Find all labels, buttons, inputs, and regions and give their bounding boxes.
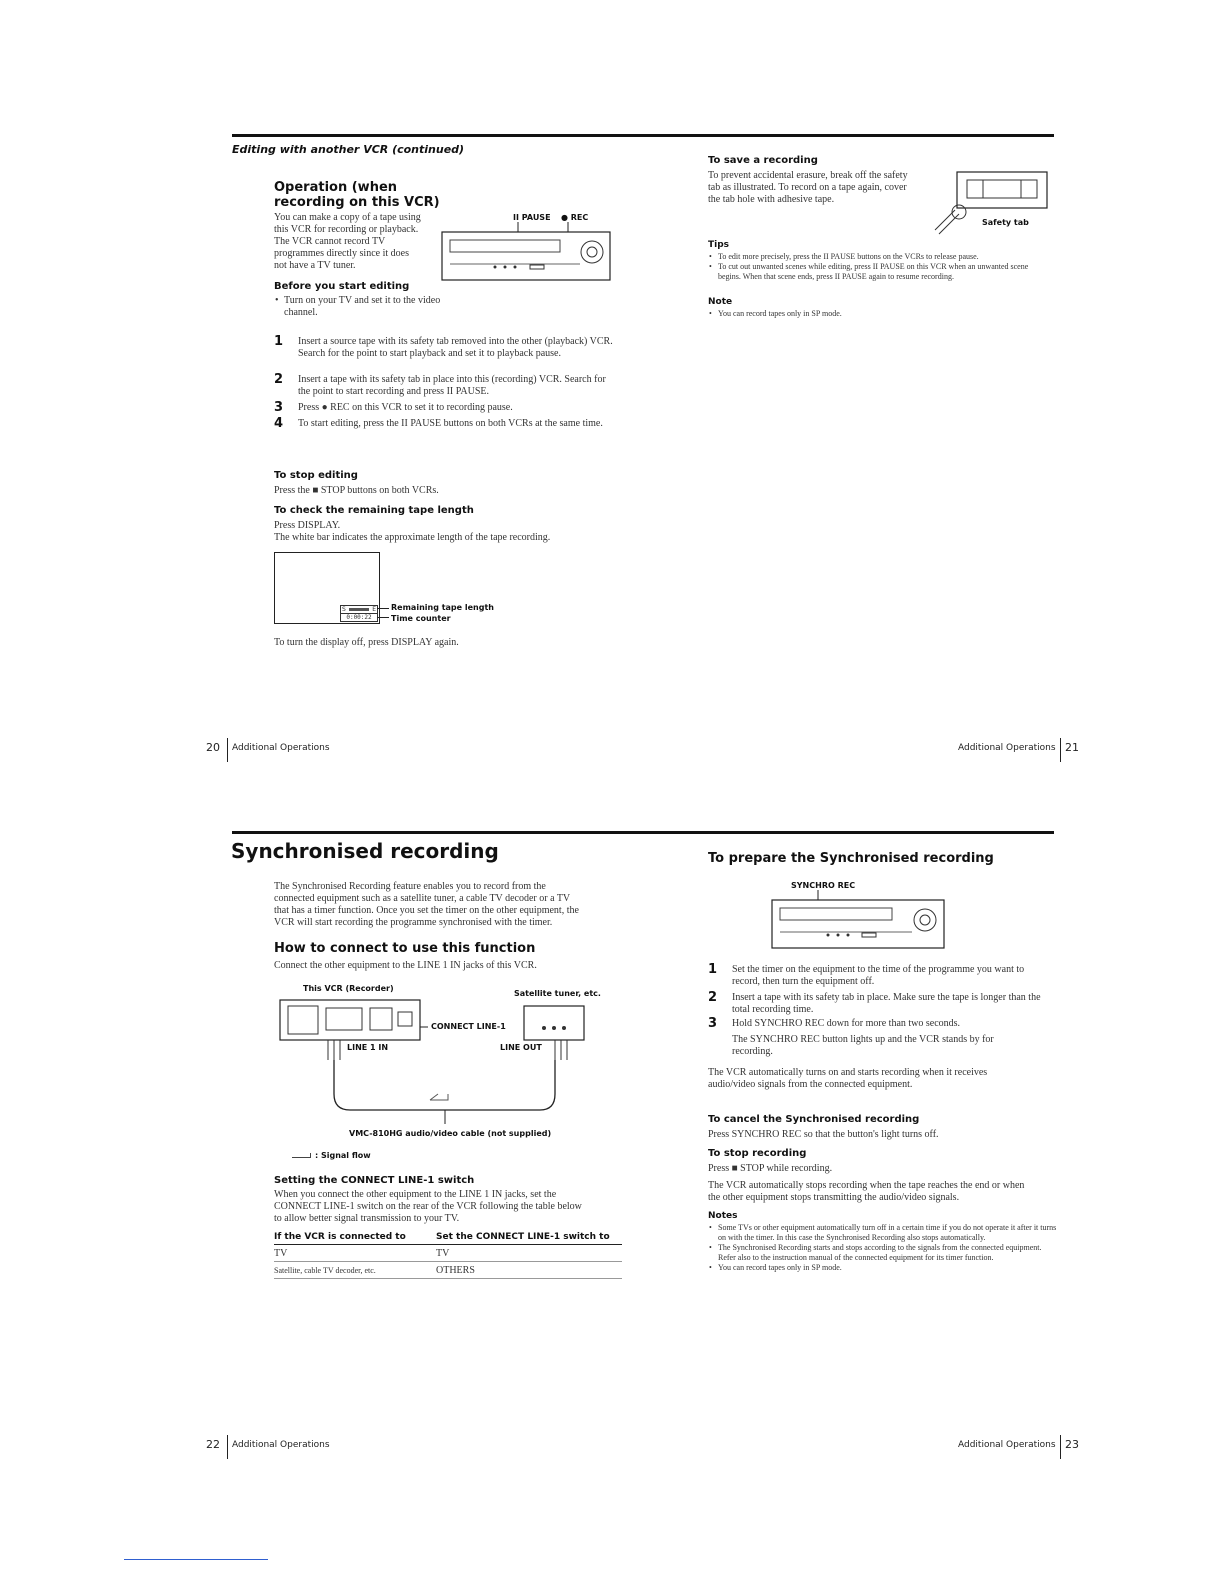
setting-text: When you connect the other equipment to the LINE 1 IN jacks, set the CONNECT LINE-1 switch on the rear of the VCR following the table below to allow better signal transmission to your TV. [274, 1189, 582, 1224]
auto-record-text: The VCR automatically turns on and starts recording when it receives audio/video signals from the connected equipment. [708, 1067, 988, 1090]
before-heading: Before you start editing [274, 281, 410, 292]
footer-bar-right [1060, 738, 1061, 762]
footer-bar-left [227, 738, 228, 762]
list-item: • To edit more precisely, press the II PAUSE buttons on the VCRs to release pause. [718, 252, 1053, 262]
page-number-23: 23 [1065, 1438, 1079, 1451]
footer-bar-left [227, 1435, 228, 1459]
step-number: 2 [708, 990, 718, 1005]
page-title: Synchronised recording [231, 839, 499, 863]
save-heading: To save a recording [708, 155, 818, 166]
step-text: Insert a source tape with its safety tab removed into the other (playback) VCR. Search for the point to start playback and set it to playback pause. [298, 336, 613, 359]
line-in-label: LINE 1 IN [347, 1043, 389, 1052]
notes-heading: Notes [708, 1211, 738, 1221]
step-number: 3 [708, 1016, 718, 1031]
stop-editing-heading: To stop editing [274, 470, 358, 481]
connect-line1-label: CONNECT LINE-1 [431, 1022, 506, 1031]
bottom-blue-line [124, 1559, 268, 1560]
table-row [274, 1262, 622, 1279]
step-3 [708, 1018, 1053, 1034]
rec-label: ● REC [561, 213, 589, 222]
signal-flow-label: : Signal flow [315, 1151, 371, 1160]
column-header: Set the CONNECT LINE-1 switch to [436, 1230, 622, 1245]
time-counter: 0:00:22 [340, 613, 378, 622]
step-number: 2 [274, 372, 284, 387]
connect-heading: How to connect to use this function [274, 941, 536, 956]
line-out-label: LINE OUT [500, 1043, 542, 1052]
page-number-22: 22 [206, 1438, 220, 1451]
operation-intro: You can make a copy of a tape using this VCR for recording or playback. The VCR cannot record TV programmes directly since it does not have a TV tuner. [274, 212, 421, 271]
step-text: Hold SYNCHRO REC down for more than two seconds. [732, 1018, 961, 1029]
bottom-header-rule [232, 831, 1054, 834]
list-item: • You can record tapes only in SP mode. [718, 309, 1053, 319]
cancel-text: Press SYNCHRO REC so that the button's light turns off. [708, 1129, 939, 1140]
this-vcr-label: This VCR (Recorder) [303, 984, 394, 993]
list-item: • Some TVs or other equipment automatically turn off in a certain time if you do not operate it after it turns on with the timer. In this case the Synchronised Recording also stops automatically. [718, 1223, 1058, 1243]
step-number: 1 [708, 962, 718, 977]
table-cell: TV [274, 1245, 436, 1262]
page-number-21: 21 [1065, 741, 1079, 754]
tips-list [708, 252, 1053, 282]
remaining-label: Remaining tape length [391, 603, 494, 612]
footer-right-text: Additional Operations [958, 743, 1056, 753]
table-cell: Satellite, cable TV decoder, etc. [274, 1262, 436, 1279]
check-tape-text: Press DISPLAY. The white bar indicates the approximate length of the tape recording. [274, 520, 551, 543]
step-1 [274, 336, 614, 374]
sync-intro: The Synchronised Recording feature enables you to record from the connected equipment such as a satellite tuner, a cable TV decoder or a TV that has a timer function. Once you set the timer on the other equipment, the VCR will start recording the programme synchronised with the timer. [274, 881, 579, 928]
tips-heading: Tips [708, 240, 730, 250]
stop-editing-text: Press the ■ STOP buttons on both VCRs. [274, 485, 439, 496]
step-3-detail: The SYNCHRO REC button lights up and the VCR stands by for recording. [732, 1034, 994, 1057]
table-cell: TV [436, 1245, 622, 1262]
cable-label: VMC-810HG audio/video cable (not supplied) [349, 1129, 552, 1138]
remaining-pointer [377, 608, 389, 609]
counter-pointer [377, 617, 389, 618]
table-header-row [274, 1230, 622, 1245]
note-heading: Note [708, 297, 733, 307]
page-number-20: 20 [206, 741, 220, 754]
step-4 [274, 418, 614, 444]
step-2 [708, 992, 1053, 1018]
synchro-rec-label: SYNCHRO REC [791, 881, 856, 890]
stop-auto-text: The VCR automatically stops recording when the tape reaches the end or when the other equipment stops transmitting the audio/video signals. [708, 1180, 1025, 1203]
connect-switch-table [274, 1230, 622, 1279]
list-item: • The Synchronised Recording starts and stops according to the signals from the connected equipment. Refer also to the instruction manual of the connected equipment for its timer function. [718, 1243, 1058, 1263]
stop-recording-heading: To stop recording [708, 1148, 807, 1159]
step-text: To start editing, press the II PAUSE buttons on both VCRs at the same time. [298, 418, 603, 429]
cancel-heading: To cancel the Synchronised recording [708, 1114, 920, 1125]
before-list [274, 295, 444, 319]
step-text: Press ● REC on this VCR to set it to recording pause. [298, 402, 513, 413]
step-1 [708, 964, 1053, 992]
step-2 [274, 374, 614, 402]
notes-list [708, 1223, 1058, 1273]
footer-left-text: Additional Operations [232, 1440, 330, 1450]
step-number: 1 [274, 334, 284, 349]
top-steps [274, 336, 614, 444]
save-text: To prevent accidental erasure, break off the safety tab as illustrated. To record on a tape again, cover the tab hole with adhesive tape. [708, 170, 908, 205]
satellite-label: Satellite tuner, etc. [514, 989, 601, 998]
table-cell: OTHERS [436, 1262, 622, 1279]
vcr-synchro-illustration [770, 890, 950, 952]
prepare-heading: To prepare the Synchronised recording [708, 851, 994, 866]
step-number: 4 [274, 416, 284, 431]
table-row [274, 1245, 622, 1262]
continued-heading: Editing with another VCR (continued) [232, 143, 465, 156]
list-item: • To cut out unwanted scenes while editing, press II PAUSE on this VCR when an unwanted scene begins. When that scene ends, press II PAUSE again to resume recording. [718, 262, 1053, 282]
note-list [708, 309, 1053, 319]
connection-diagram [270, 994, 610, 1129]
stop-recording-text: Press ■ STOP while recording. [708, 1163, 833, 1174]
remaining-bar: S E [342, 606, 376, 613]
step-number: 3 [274, 400, 284, 415]
step-text: Insert a tape with its safety tab in place. Make sure the tape is longer than the total recording time. [732, 992, 1041, 1015]
connect-text: Connect the other equipment to the LINE 1 IN jacks of this VCR. [274, 960, 537, 971]
step-text: Insert a tape with its safety tab in place into this (recording) VCR. Search for the point to start recording and press II PAUSE. [298, 374, 606, 397]
setting-heading: Setting the CONNECT LINE-1 switch [274, 1175, 475, 1186]
cassette-illustration [925, 168, 1055, 240]
footer-left-text: Additional Operations [232, 743, 330, 753]
list-item: • Turn on your TV and set it to the video channel. [284, 295, 444, 319]
safety-tab-label: Safety tab [982, 218, 1029, 227]
signal-flow-icon [292, 1153, 311, 1158]
bottom-steps [708, 964, 1053, 1058]
vcr-illustration [440, 222, 615, 284]
top-header-rule [232, 134, 1054, 137]
check-tape-heading: To check the remaining tape length [274, 505, 474, 516]
display-off-text: To turn the display off, press DISPLAY again. [274, 637, 459, 648]
counter-label: Time counter [391, 614, 451, 623]
operation-title: Operation (when recording on this VCR) [274, 180, 440, 210]
list-item: • You can record tapes only in SP mode. [718, 1263, 1058, 1273]
column-header: If the VCR is connected to [274, 1230, 436, 1245]
pause-label: II PAUSE [513, 213, 551, 222]
step-text: Set the timer on the equipment to the time of the programme you want to record, then turn the equipment off. [732, 964, 1025, 987]
step-3 [274, 402, 614, 418]
footer-right-text: Additional Operations [958, 1440, 1056, 1450]
footer-bar-right [1060, 1435, 1061, 1459]
